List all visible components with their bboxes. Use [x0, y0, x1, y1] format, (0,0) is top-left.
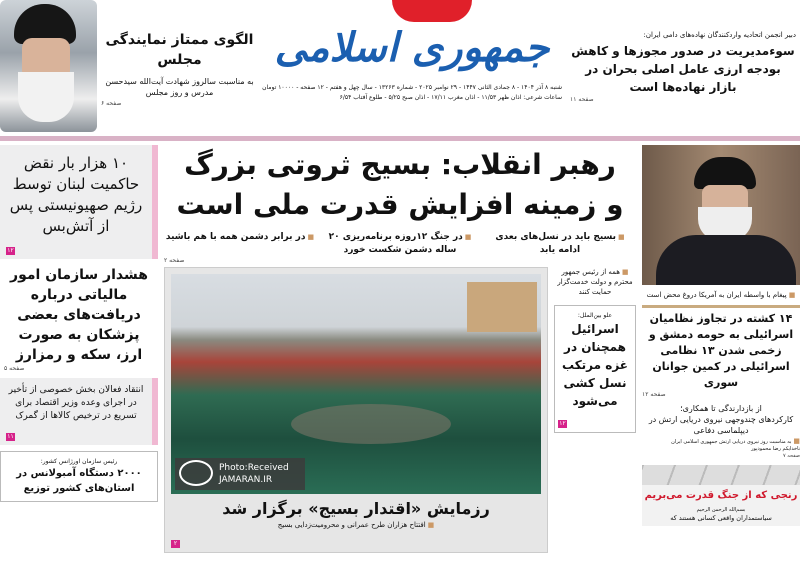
page-ref: صفحه ۵	[4, 365, 25, 372]
lead-sub-3: ■ در برابر دشمن همه با هم باشید	[164, 231, 316, 257]
center-side-column	[554, 267, 636, 433]
dateline: شنبه ۸ آذر ۱۴۰۴ - ۸ جمادی الثانی ۱۴۴۷ - ۲۹ نوامبر ۲۰۲۵ - شماره ۱۳۲۶۳ - سال چهل و هفتم - ۱۲ صفحه - ۱۰۰۰۰ تومان	[262, 84, 562, 91]
left-masthead-title: الگوی ممتاز نمایندگی مجلس	[105, 32, 254, 68]
center-column	[158, 145, 642, 553]
jamaran-logo	[179, 460, 213, 486]
left-story-ambulance[interactable]: رئیس سازمان اورژانس کشور: ۲۰۰۰ دستگاه آمبولانس در استان‌های کشور توزیع	[0, 451, 158, 502]
page-ref: صفحه ۱۲	[642, 391, 666, 398]
right-column	[642, 145, 800, 526]
photo-story-frame[interactable]: Photo:Received JAMARAN.IR رزمایش «اقتدار بسیج» برگزار شد ■ افتتاح هزاران طرح عمرانی و محرومیت‌زدایی بسیج ۲	[164, 267, 548, 553]
navy-story[interactable]: از بازدارندگی تا همکاری؛ کارکردهای چندوجهی نیروی دریایی ارتش در دیپلماسی دفاعی ■ به مناسبت روز نیروی دریایی ارتش جمهوری اسلامی ایران ناخدایکم رضا محمودپور صفحه ۷	[642, 403, 800, 460]
right-masthead[interactable]	[562, 0, 800, 103]
left-masthead-sub: به مناسبت سالروز شهادت آیت‌الله سیدحسن مدرس و روز مجلس	[105, 77, 254, 97]
prayer-times: ساعات شرعی: اذان ظهر ۱۱/۵۳ - اذان مغرب ۱۷/۱۱ - اذان صبح ۵/۲۵ - طلوع آفتاب ۶/۵۴	[339, 94, 562, 101]
logo-red-splash	[392, 0, 472, 22]
editorial-title: رنجی که از جنگ قدرت می‌بریم	[644, 490, 798, 501]
left-masthead[interactable]	[97, 0, 262, 107]
gaza-story[interactable]: علو بین‌الملل: اسرائیل همچنان در غزه مرتکب نسل کشی می‌شود ۱۲	[554, 305, 636, 433]
left-story-customs[interactable]: انتقاد فعالان بخش خصوصی از تأخیر در اجرای وعده وزیر اقتصاد برای تسریع در ترخیص کالاها از گمرک ۱۱	[0, 378, 158, 445]
right-masthead-title: سوءمدیریت در صدور مجوزها و کاهش بودجه ارزی عامل اصلی بحران در بازار نهاده‌ها است	[571, 44, 795, 94]
lead-subs	[164, 231, 636, 257]
leader-photo	[642, 145, 800, 285]
lead-sub-1: ■ بسیج باید در نسل‌های بعدی ادامه یابد	[484, 231, 636, 257]
parade-photo	[171, 274, 541, 494]
left-column	[0, 145, 158, 502]
photo-story-title: رزمایش «اقتدار بسیج» برگزار شد	[222, 499, 490, 518]
masthead	[0, 0, 800, 134]
newspaper-logo: جمهوری اسلامی	[274, 24, 550, 71]
left-story-tax[interactable]: هشدار سازمان امور مالیاتی درباره دریافت‌های بعضی پزشکان به صورت ارز، سکه و رمزارز صفحه ۵	[0, 265, 158, 372]
lead-sub-2: ■ در جنگ ۱۲روزه برنامه‌ریزی ۲۰ ساله دشمن شکست خورد	[324, 231, 476, 257]
photo-story-sub: ■ افتتاح هزاران طرح عمرانی و محرومیت‌زدایی بسیج	[171, 520, 541, 530]
syria-story[interactable]: ۱۴ کشته در تجاوز نظامیان اسرائیلی به حومه دمشق و زخمی شدن ۱۳ نظامی اسرائیلی در کمین جوانان سوری صفحه ۱۲	[642, 305, 800, 398]
masthead-center	[262, 0, 562, 102]
jamaran-watermark: Photo:Received JAMARAN.IR	[175, 458, 305, 490]
page-ref: صفحه ۶	[101, 100, 122, 107]
khomeini-photo	[0, 0, 97, 132]
left-story-lebanon[interactable]: ۱۰ هزار بار نقض حاکمیت لبنان توسط رژیم صهیونیستی پس از آتش‌بس ۱۲	[0, 145, 158, 259]
page-ref: صفحه ۱۱	[570, 96, 594, 103]
lead-headline[interactable]: رهبر انقلاب: بسیج ثروتی بزرگ و زمینه افزایش قدرت ملی است	[176, 148, 624, 221]
lead-side-2: ■ پیغام با واسطه ایران به آمریکا دروغ محض است	[642, 290, 800, 300]
front-page-body	[0, 145, 800, 553]
lead-side-1: ■ همه از رئیس جمهور محترم و دولت خدمت‌گزار حمایت کنند	[554, 267, 636, 297]
page-ref: صفحه ۲	[164, 257, 185, 264]
masthead-divider	[0, 136, 800, 141]
center-lower	[164, 267, 636, 553]
editorial-box[interactable]: رنجی که از جنگ قدرت می‌بریم بسم‌الله الرحمن الرحیم سیاستمداران واقعی کسانی هستند که	[642, 465, 800, 526]
right-masthead-kicker: دبیر انجمن اتحادیه واردکنندگان نهاده‌های دامی ایران:	[643, 31, 796, 39]
